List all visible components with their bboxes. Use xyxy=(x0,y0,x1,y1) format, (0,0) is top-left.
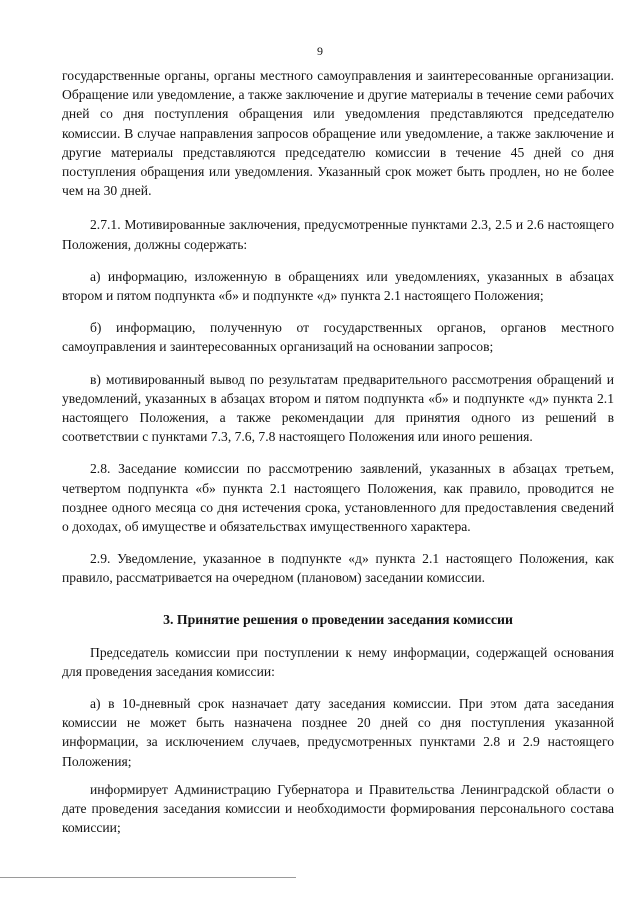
paragraph-2-7-1-c: в) мотивированный вывод по результатам предварительного рассмотрения обращений и уведомлений, указанных в абзацах втором и пятом подпункта «б» и подпункте «д» пункта 2.1 настоящего Положения, а также рекомендации для принятия одного из решений в соответствии с пунктами 7.3, 7.6, 7.8 настоящего Положения или иного решения. xyxy=(62,371,614,445)
paragraph-intro: государственные органы, органы местного самоуправления и заинтересованные организации. Обращение или уведомление, а также заключение и другие материалы в течение семи рабочих дней со дня поступления обращения или уведомления представляются председателю комиссии. В случае направления запросов обращение или уведомление, а также заключение и другие материалы представляются председателю комиссии в течение 45 дней со дня поступления обращения или уведомления. Указанный срок может быть продлен, но не более чем на 30 дней. xyxy=(62,68,614,199)
document-body xyxy=(62,66,614,838)
paragraph-section-3-a: а) в 10-дневный срок назначает дату заседания комиссии. При этом дата заседания комиссии не может быть назначена позднее 20 дней со дня поступления указанной информации, за исключением случаев, предусмотренных пунктами 2.8 и 2.9 настоящего Положения; xyxy=(62,696,614,769)
paragraph-2-7-1-b: б) информацию, полученную от государственных органов, органов местного самоуправления и заинтересованных организаций на основании запросов; xyxy=(62,320,614,355)
footer-rule xyxy=(0,877,296,878)
paragraph-2-7-1-a: а) информацию, изложенную в обращениях или уведомлениях, указанных в абзацах втором и пятом подпункта «б» и подпункте «д» пункта 2.1 настоящего Положения; xyxy=(62,268,614,304)
section-3-title: 3. Принятие решения о проведении заседания комиссии xyxy=(163,611,513,627)
paragraph-2-9: 2.9. Уведомление, указанное в подпункте «д» пункта 2.1 настоящего Положения, как правило, рассматривается на очередном (плановом) заседании комиссии. xyxy=(62,551,614,586)
paragraph-2-8: 2.8. Заседание комиссии по рассмотрению заявлений, указанных в абзацах третьем, четвертом подпункта «б» пункта 2.1 настоящего Положения, как правило, проводится не позднее одного месяца со дня истечения срока, установленного для предоставления сведений о доходах, об имуществе и обязательствах имущественного характера. xyxy=(62,461,614,535)
paragraph-2-7-1: 2.7.1. Мотивированные заключения, предусмотренные пунктами 2.3, 2.5 и 2.6 настоящего Положения, должны содержать: xyxy=(62,217,614,252)
paragraph-section-3-inform: информирует Администрацию Губернатора и Правительства Ленинградской области о дате проведения заседания комиссии и необходимости формирования персонального состава комиссии; xyxy=(62,781,614,836)
page-number: 9 xyxy=(317,44,323,58)
paragraph-section-3-lead: Председатель комиссии при поступлении к нему информации, содержащей основания для проведения заседания комиссии: xyxy=(62,644,614,679)
